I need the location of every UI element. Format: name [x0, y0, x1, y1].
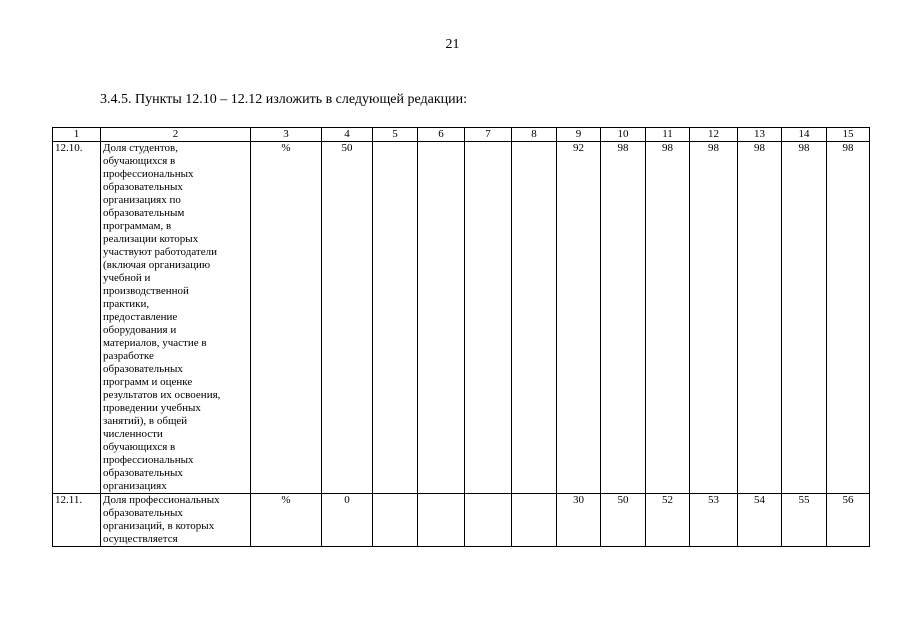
- header-cell: 13: [738, 128, 782, 142]
- description-line: результатов их освоения,: [103, 389, 221, 401]
- header-cell: 1: [53, 128, 101, 142]
- intro-text: 3.4.5. Пункты 12.10 – 12.12 изложить в следующей редакции:: [100, 92, 468, 107]
- description-line: занятий), в общей: [103, 415, 188, 427]
- header-cell: 9: [557, 128, 601, 142]
- description-line: образовательным: [103, 207, 185, 219]
- description-line: образовательных: [103, 363, 183, 375]
- header-cell: 11: [646, 128, 690, 142]
- description-line: производственной: [103, 285, 189, 297]
- description-line: предоставление: [103, 311, 178, 323]
- value-cell: 98: [827, 142, 870, 494]
- value-cell: 92: [557, 142, 601, 494]
- value-cell: 98: [601, 142, 646, 494]
- description-line: организациях по: [103, 194, 181, 206]
- value-cell: [465, 494, 512, 547]
- description-line: материалов, участие в: [103, 337, 207, 349]
- value-cell: 50: [322, 142, 373, 494]
- value-cell: 50: [601, 494, 646, 547]
- value-cell: 0: [322, 494, 373, 547]
- header-cell: 4: [322, 128, 373, 142]
- value-cell: [418, 494, 465, 547]
- page-number: 21: [445, 37, 460, 52]
- description-line: обучающихся в: [103, 155, 176, 167]
- value-cell: 55: [782, 494, 827, 547]
- value-cell: 56: [827, 494, 870, 547]
- value-cell: [373, 142, 418, 494]
- description-line: программам, в: [103, 220, 172, 232]
- value-cell: [512, 142, 557, 494]
- description-line: организаций, в которых: [103, 520, 215, 532]
- description-line: Доля студентов,: [103, 142, 178, 154]
- value-cell: 54: [738, 494, 782, 547]
- description-line: Доля профессиональных: [103, 494, 220, 506]
- value-cell: [465, 142, 512, 494]
- header-cell: 10: [601, 128, 646, 142]
- description-line: учебной и: [103, 272, 151, 284]
- header-cell: 3: [251, 128, 322, 142]
- value-cell: [418, 142, 465, 494]
- description-line: профессиональных: [103, 454, 194, 466]
- unit-cell: %: [251, 142, 322, 494]
- unit-cell: %: [251, 494, 322, 547]
- description-line: разработке: [103, 350, 154, 362]
- description-line: реализации которых: [103, 233, 199, 245]
- header-cell: 8: [512, 128, 557, 142]
- description-line: образовательных: [103, 467, 183, 479]
- value-cell: 52: [646, 494, 690, 547]
- value-cell: 98: [738, 142, 782, 494]
- header-cell: 6: [418, 128, 465, 142]
- value-cell: [373, 494, 418, 547]
- description-line: проведении учебных: [103, 402, 201, 414]
- header-cell: 12: [690, 128, 738, 142]
- indicators-table: [52, 127, 870, 547]
- table-row: [53, 494, 870, 547]
- header-cell: 15: [827, 128, 870, 142]
- row-description: [101, 494, 251, 547]
- value-cell: 53: [690, 494, 738, 547]
- header-cell: 7: [465, 128, 512, 142]
- table-header-row: [53, 128, 870, 142]
- description-line: образовательных: [103, 181, 183, 193]
- description-line: организациях: [103, 480, 167, 492]
- description-line: образовательных: [103, 507, 183, 519]
- value-cell: 98: [782, 142, 827, 494]
- description-line: участвуют работодатели: [103, 246, 217, 258]
- row-number: 12.10.: [53, 142, 101, 494]
- value-cell: 30: [557, 494, 601, 547]
- description-line: оборудования и: [103, 324, 177, 336]
- row-description: [101, 142, 251, 494]
- header-cell: 5: [373, 128, 418, 142]
- description-line: профессиональных: [103, 168, 194, 180]
- value-cell: 98: [690, 142, 738, 494]
- header-cell: 2: [101, 128, 251, 142]
- description-line: обучающихся в: [103, 441, 176, 453]
- description-line: практики,: [103, 298, 150, 310]
- description-line: (включая организацию: [103, 259, 211, 271]
- description-line: осуществляется: [103, 533, 178, 545]
- description-line: программ и оценке: [103, 376, 193, 388]
- value-cell: 98: [646, 142, 690, 494]
- description-line: численности: [103, 428, 163, 440]
- table-row: [53, 142, 870, 494]
- header-cell: 14: [782, 128, 827, 142]
- value-cell: [512, 494, 557, 547]
- row-number: 12.11.: [53, 494, 101, 547]
